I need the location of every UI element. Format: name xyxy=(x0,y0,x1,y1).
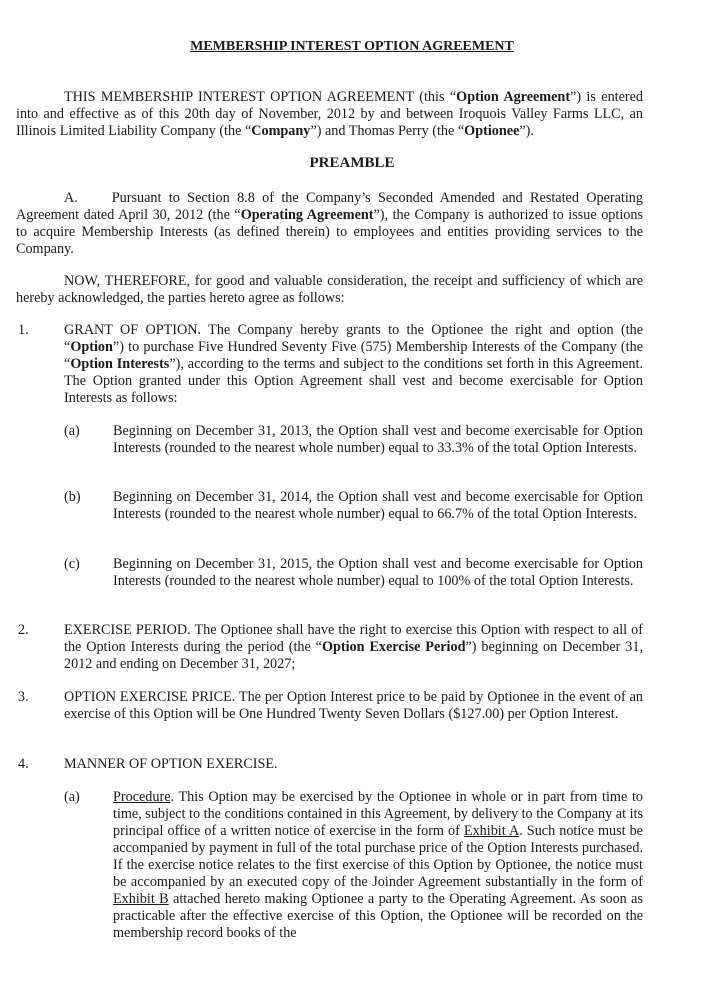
text: ”) beginning on December 31, 2012 and ending on December 31, 2027; xyxy=(64,639,644,672)
text: . This Option may be exercised by the Optionee in whole or in part from time to time, subject to the conditions contained in this Agreement, by delivery to the Company at its principal office of a written notice of exercise in the form of xyxy=(113,789,643,839)
subheading: Procedure xyxy=(113,789,171,805)
vesting-item: Beginning on December 31, 2014, the Option shall vest and become exercisable for Option Interests (rounded to the nearest whole number) equal to 66.7% of the total Option Interests. xyxy=(113,489,643,522)
text: GRANT OF OPTION. The Company hereby grants to the Optionee the right and option (the “ xyxy=(64,322,643,355)
section-4a-procedure xyxy=(113,789,643,942)
paragraph-label: A. xyxy=(64,190,78,206)
defined-term: Optionee xyxy=(464,123,520,139)
section-number: 3. xyxy=(18,689,29,705)
vesting-item: Beginning on December 31, 2015, the Option shall vest and become exercisable for Option Interests (rounded to the nearest whole number) equal to 100% of the total Option Interests. xyxy=(113,556,643,589)
item-label: (b) xyxy=(64,489,81,505)
text: ”) to purchase Five Hundred Seventy Five (575) Membership Interests of the Company (the “ xyxy=(64,339,643,372)
section-2-exercise-period xyxy=(64,622,643,673)
exhibit-reference: Exhibit B xyxy=(113,891,169,907)
section-number: 1. xyxy=(18,322,29,338)
text: NOW, THEREFORE, for good and valuable consideration, the receipt and sufficiency of which are hereby acknowledged, the parties hereto agree as follows: xyxy=(16,273,643,306)
defined-term: Option Exercise Period xyxy=(321,639,466,655)
text: attached hereto making Optionee a party to the Operating Agreement. As soon as practicable after the effective exercise of this Option, the Optionee will be recorded on the membership record books of the xyxy=(113,891,643,941)
text: THIS MEMBERSHIP INTEREST OPTION AGREEMENT (this “ xyxy=(64,89,457,105)
preamble-heading: PREAMBLE xyxy=(309,155,395,171)
item-label: (a) xyxy=(64,423,80,439)
defined-term: Operating Agreement xyxy=(240,207,374,223)
section-1-grant-of-option xyxy=(64,322,643,407)
exhibit-reference: Exhibit A xyxy=(463,823,520,839)
text: ”), the Company is authorized to issue options to acquire Membership Interests (as defined therein) to employees and entities providing services to the Company. xyxy=(16,207,643,257)
preamble-a-paragraph xyxy=(16,190,643,258)
intro-paragraph xyxy=(16,89,643,140)
document-title: MEMBERSHIP INTEREST OPTION AGREEMENT xyxy=(190,39,514,54)
defined-term: Company xyxy=(251,123,311,139)
defined-term: Option Interests xyxy=(70,356,170,372)
text: ”) is entered into and effective as of this 20th day of November, 2012 by and between Iroquois Valley Farms LLC, an Illinois Limited Liability Company (the “ xyxy=(16,89,644,139)
section-number: 4. xyxy=(18,756,29,772)
defined-term: Option Agreement xyxy=(456,89,571,105)
vesting-item: Beginning on December 31, 2013, the Option shall vest and become exercisable for Option Interests (rounded to the nearest whole number) equal to 33.3% of the total Option Interests. xyxy=(113,423,643,456)
now-therefore-paragraph xyxy=(16,273,643,307)
text: ”) and Thomas Perry (the “ xyxy=(310,123,465,139)
item-label: (c) xyxy=(64,556,80,572)
text: EXERCISE PERIOD. The Optionee shall have the right to exercise this Option with respect to all of the Option Interests during the period (the “ xyxy=(64,622,643,655)
text: . Such notice must be accompanied by payment in full of the total purchase price of the Option Interests purchased. If the exercise notice relates to the first exercise of this Option by Optionee, the notice must be accompanied by an executed copy of the Joinder Agreement substantially in the form of xyxy=(113,823,643,890)
text: ”), according to the terms and subject to the conditions set forth in this Agreement. The Option granted under this Option Agreement shall vest and become exercisable for Option Interests as follows: xyxy=(64,356,643,406)
section-3-exercise-price: OPTION EXERCISE PRICE. The per Option Interest price to be paid by Optionee in the event of an exercise of this Option will be One Hundred Twenty Seven Dollars ($127.00) per Option Interest. xyxy=(64,689,643,722)
defined-term: Option xyxy=(70,339,113,355)
text: Pursuant to Section 8.8 of the Company’s Seconded Amended and Restated Operating Agreement dated April 30, 2012 (the “ xyxy=(16,190,643,223)
text: ”). xyxy=(519,123,534,139)
section-4-heading: MANNER OF OPTION EXERCISE. xyxy=(64,756,278,772)
item-label: (a) xyxy=(64,789,80,805)
section-number: 2. xyxy=(18,622,29,638)
